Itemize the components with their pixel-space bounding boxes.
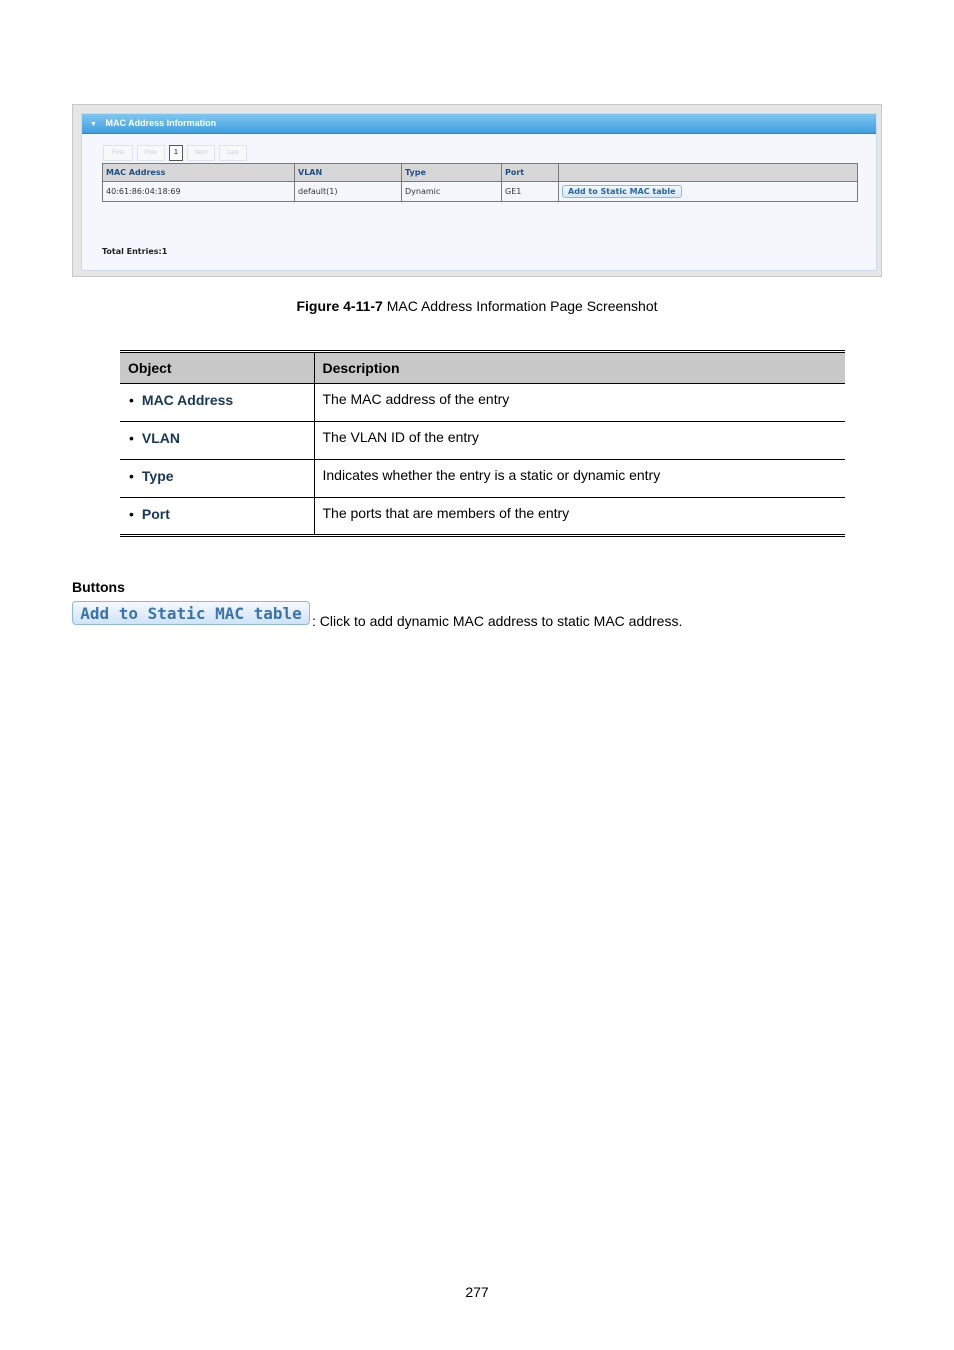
cell-vlan: default(1) [295, 182, 402, 202]
table-row [120, 422, 845, 460]
pager-first[interactable]: First [103, 145, 133, 161]
col-mac-address: MAC Address [103, 164, 295, 182]
header-description: Description [314, 352, 845, 384]
cell-type: Dynamic [402, 182, 502, 202]
table-row [120, 460, 845, 498]
description-cell: The MAC address of the entry [314, 384, 845, 422]
figure-label: Figure 4-11-7 [296, 298, 383, 314]
table-row [103, 182, 858, 202]
mac-table [102, 163, 858, 202]
mac-table-header [103, 164, 858, 182]
object-name: Port [141, 506, 170, 522]
collapse-triangle-icon[interactable]: ▼ [90, 121, 97, 128]
object-cell [120, 422, 314, 460]
table-row [120, 384, 845, 422]
pager [103, 145, 247, 161]
bullet-icon: • [129, 392, 134, 408]
description-cell: Indicates whether the entry is a static or dynamic entry [314, 460, 845, 498]
figure-caption [0, 298, 954, 314]
add-to-static-mac-button[interactable]: Add to Static MAC table [562, 185, 682, 198]
figure-text: MAC Address Information Page Screenshot [382, 298, 658, 314]
buttons-heading: Buttons [72, 579, 125, 595]
object-cell [120, 498, 314, 536]
col-port: Port [502, 164, 559, 182]
mac-info-panel [81, 113, 877, 271]
col-vlan: VLAN [295, 164, 402, 182]
col-action [559, 164, 858, 182]
pager-next[interactable]: Next [187, 145, 215, 161]
object-cell [120, 460, 314, 498]
bullet-icon: • [129, 430, 134, 446]
cell-mac: 40:61:86:04:18:69 [103, 182, 295, 202]
page-number: 277 [465, 1284, 489, 1300]
header-object: Object [120, 352, 314, 384]
object-cell [120, 384, 314, 422]
object-description-table [120, 350, 845, 537]
button-description: : Click to add dynamic MAC address to static MAC address. [312, 613, 683, 629]
total-entries: Total Entries:1 [102, 247, 168, 256]
object-name: VLAN [141, 430, 181, 446]
object-name: Type [141, 468, 174, 484]
object-name: MAC Address [141, 392, 234, 408]
panel-title: MAC Address Information [105, 118, 217, 128]
description-cell: The VLAN ID of the entry [314, 422, 845, 460]
pager-current[interactable]: 1 [169, 145, 183, 161]
bullet-icon: • [129, 468, 134, 484]
pager-prev[interactable]: Prev [137, 145, 165, 161]
cell-port: GE1 [502, 182, 559, 202]
description-cell: The ports that are members of the entry [314, 498, 845, 536]
col-type: Type [402, 164, 502, 182]
ui-screenshot [72, 104, 882, 277]
bullet-icon: • [129, 506, 134, 522]
table-row [120, 498, 845, 536]
panel-header[interactable] [82, 114, 876, 134]
pager-last[interactable]: Last [219, 145, 247, 161]
cell-action [559, 182, 858, 202]
object-table-header [120, 352, 845, 384]
add-to-static-mac-button-large[interactable]: Add to Static MAC table [72, 601, 310, 625]
